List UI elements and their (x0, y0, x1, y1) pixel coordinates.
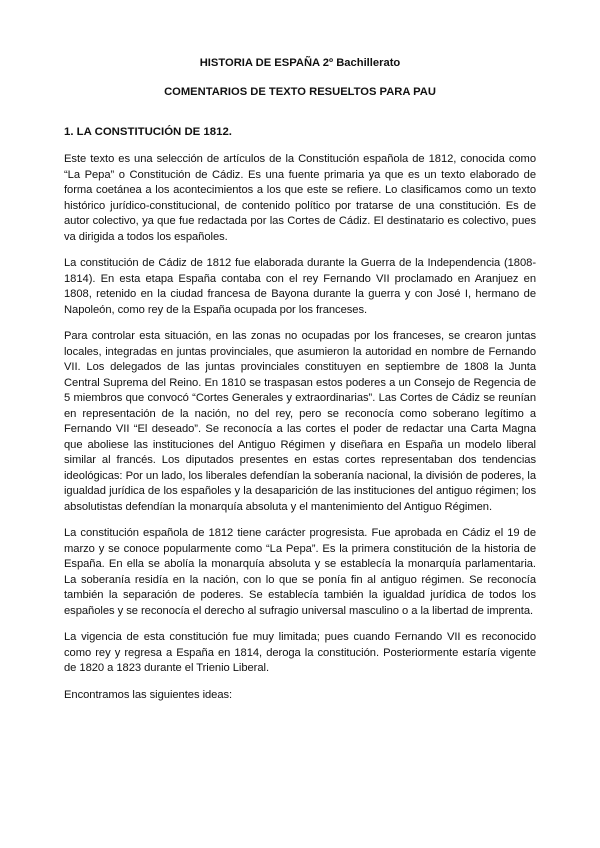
paragraph-cortes: Para controlar esta situación, en las zonas no ocupadas por los franceses, se crearon juntas locales, integradas en juntas provinciales, que asumieron la autoridad en nombre de Fernando VII. Los delegados de las juntas provinciales constituyen en septiembre de 1808 la Junta Central Suprema del Reino. En 1810 se traspasan estos poderes a un Consejo de Regencia de 5 miembros que convocó “Cortes Generales y extraordinarias”. Las Cortes de Cádiz se reunían en representación de la nación, no del rey, pero se reconocía como soberano legítimo a Fernando VII “El deseado”. Se reconocía a las cortes el poder de redactar una Carta Magna que aboliese las instituciones del Antiguo Régimen y diseñara en España un modelo liberal similar al francés. Los diputados presentes en estas cortes representaban dos tendencias ideológicas: Por un lado, los liberales defendían la soberanía nacional, la división de poderes, la igualdad jurídica de los españoles y la desaparición de las instituciones del antiguo régimen; los absolutistas defendían la monarquía absoluta y el mantenimiento del Antiguo Régimen. (64, 330, 536, 513)
paragraph-constitution: La constitución española de 1812 tiene carácter progresista. Fue aprobada en Cádiz el 19 de marzo y se conoce popularmente como “La Pepa”. Es la primera constitución de la historia de España. En ella se abolía la monarquía absoluta y se establecía la monarquía parlamentaria. La soberanía residía en la nación, con lo que se ponía fin al antiguo régimen. Se reconocía también la separación de poderes. Se establecía también la igualdad jurídica de todos los españoles y se reconocía el derecho al sufragio universal masculino o a la libertad de imprenta. (64, 527, 536, 617)
document-title: HISTORIA DE ESPAÑA 2º Bachillerato (199, 57, 401, 69)
section-heading: 1. LA CONSTITUCIÓN DE 1812. (64, 126, 232, 138)
paragraph-ideas: Encontramos las siguientes ideas: (64, 688, 233, 701)
paragraph-intro: Este texto es una selección de artículos de la Constitución española de 1812, conocida como “La Pepa” o Constitución de Cádiz. Es una fuente primaria ya que es un texto elaborado de forma coetánea a los acontecimientos a los que este se refiere. Lo clasificamos como un texto histórico jurídico-constitucional, de contenido político por tratarse de una constitución. Es de autor colectivo, ya que fue redactada por las Cortes de Cádiz. El destinatario es colectivo, pues va dirigida a todos los españoles. (64, 153, 536, 243)
document-subtitle: COMENTARIOS DE TEXTO RESUELTOS PARA PAU (164, 86, 436, 98)
document-page (64, 56, 536, 703)
paragraph-context: La constitución de Cádiz de 1812 fue elaborada durante la Guerra de la Independencia (1808-1814). En esta etapa España contaba con el rey Fernando VII proclamado en Aranjuez en 1808, retenido en la ciudad francesa de Bayona durante la guerra y con José I, hermano de Napoleón, como rey de la España ocupada por los franceses. (64, 257, 536, 316)
paragraph-vigencia: La vigencia de esta constitución fue muy limitada; pues cuando Fernando VII es reconocido como rey y regresa a España en 1814, deroga la constitución. Posteriormente estaría vigente de 1820 a 1823 durante el Trienio Liberal. (64, 631, 536, 674)
